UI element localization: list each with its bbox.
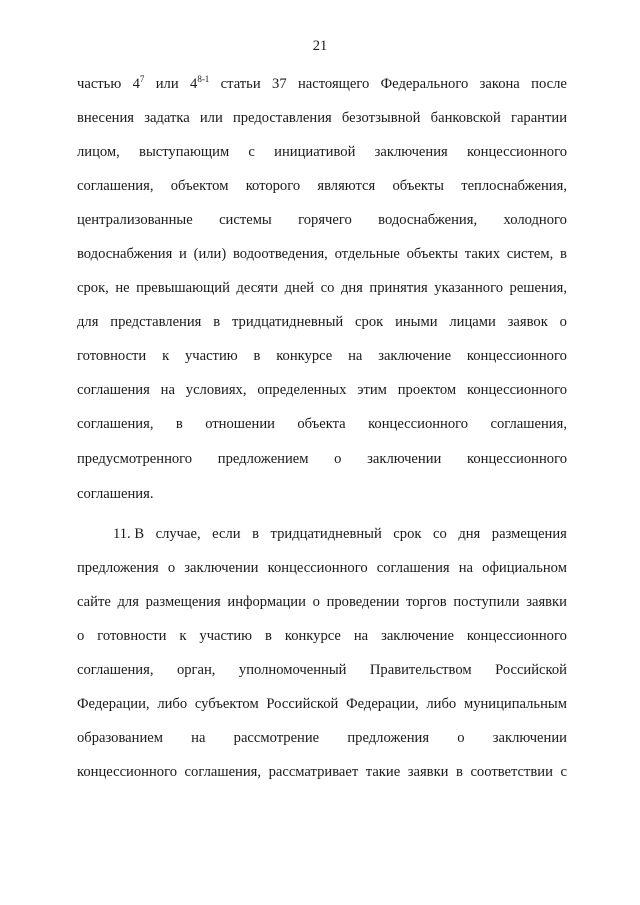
word: гарантии [510, 110, 567, 126]
word: с [248, 144, 255, 160]
word: горячего [298, 212, 352, 228]
text-line [77, 380, 567, 400]
word: тридцатидневный [270, 526, 382, 542]
word: 37 [272, 76, 287, 92]
word: выступающим [139, 144, 230, 160]
word: Российской [266, 696, 339, 712]
word: срок, [77, 280, 109, 296]
word: участию [184, 348, 238, 364]
word: такие [365, 764, 401, 780]
word: лицом, [77, 144, 120, 160]
word: статьи [220, 76, 261, 92]
text-line [77, 728, 567, 748]
word: рассматривает [268, 764, 359, 780]
word: заключения [374, 144, 448, 160]
word: о [559, 314, 567, 330]
word: концессионного [466, 348, 567, 364]
word: образованием [77, 730, 163, 746]
word: заключение [378, 348, 452, 364]
word: отдельные [334, 246, 400, 262]
word: на [160, 382, 175, 398]
word: размещения [491, 526, 567, 542]
text-line [77, 346, 567, 366]
word: превышающий [136, 280, 230, 296]
word: холодного [503, 212, 567, 228]
word: для [117, 594, 139, 610]
word: настоящего [297, 76, 370, 92]
word: на [458, 560, 474, 576]
word: в [175, 416, 183, 432]
word: решения, [509, 280, 567, 296]
word: на [191, 730, 206, 746]
word: рассмотрение [233, 730, 320, 746]
word: предложением [217, 451, 309, 467]
word: (или) [193, 246, 227, 262]
word: в [560, 246, 567, 262]
word: задатка [144, 110, 190, 126]
text-line [77, 414, 567, 434]
word: в [265, 628, 272, 644]
text-line [77, 694, 567, 714]
word: предусмотренного [77, 451, 193, 467]
word: либо [426, 696, 457, 712]
text-line [77, 142, 567, 162]
superscript: 7 [139, 74, 145, 84]
word: конкурсе [276, 348, 333, 364]
word: либо [157, 696, 188, 712]
text-line [77, 558, 567, 578]
word: если [212, 526, 241, 542]
word: дня [458, 526, 481, 542]
word: Федерации, [77, 696, 150, 712]
word: и [179, 246, 187, 262]
word-with-superscript: $4^7$ [132, 74, 145, 92]
word: заключение [381, 628, 454, 644]
word: о [167, 560, 176, 576]
word: со [433, 526, 447, 542]
word: частью [77, 76, 122, 92]
word: в [253, 348, 261, 364]
word: не [115, 280, 130, 296]
word: или [155, 76, 179, 92]
word: официальном [482, 560, 567, 576]
word: внесения [77, 110, 135, 126]
word: соответствии [470, 764, 553, 780]
word: соглашения, [77, 416, 154, 432]
word: 11. В [113, 526, 145, 542]
word: заключении [184, 560, 259, 576]
word-with-superscript: 4$^{8-1}$ [190, 74, 210, 92]
word: заключении [492, 730, 567, 746]
word: торгов [406, 594, 447, 610]
word: представления [110, 314, 202, 330]
word: со [320, 280, 335, 296]
word: этим [357, 382, 387, 398]
word: банковской [430, 110, 501, 126]
word: условиях, [185, 382, 247, 398]
word: тридцатидневный [231, 314, 344, 330]
text-line [77, 592, 567, 612]
word: водоотведения, [232, 246, 328, 262]
word: отношении [205, 416, 275, 432]
word: участию [199, 628, 253, 644]
word: соглашения, [490, 416, 567, 432]
text-line [77, 626, 567, 646]
paragraph-start-line [113, 524, 567, 544]
text-line [77, 244, 567, 264]
word: концессионного [368, 416, 469, 432]
word: водоснабжения [77, 246, 173, 262]
word: таких [464, 246, 501, 262]
word: размещения [145, 594, 221, 610]
word: Российской [495, 662, 567, 678]
word: концессионного [466, 628, 567, 644]
word: предложения [77, 560, 159, 576]
word: заявок [507, 314, 548, 330]
word: орган, [176, 662, 216, 678]
word: объекта [297, 416, 346, 432]
text-line [77, 660, 567, 680]
word: заявки [407, 764, 449, 780]
word: с [560, 764, 567, 780]
word: систем, [506, 246, 554, 262]
word: о [312, 594, 320, 610]
word: заключении [367, 451, 442, 467]
word: в [252, 526, 260, 542]
word: объекты [392, 178, 444, 194]
word: объекты [406, 246, 459, 262]
word: в [456, 764, 463, 780]
word: срок [355, 314, 384, 330]
word: заявки [526, 594, 567, 610]
word: Федерального [380, 76, 469, 92]
word: конкурсе [284, 628, 341, 644]
word: Федерации, [346, 696, 419, 712]
word: концессионного [466, 382, 567, 398]
word: соглашения [376, 560, 450, 576]
word: готовности [77, 348, 147, 364]
word: о [77, 628, 85, 644]
text-line [77, 312, 567, 332]
word: предложения [347, 730, 430, 746]
word: сайте [77, 594, 111, 610]
text-line [77, 449, 567, 469]
word: иными [395, 314, 438, 330]
word: закона [479, 76, 520, 92]
word: соглашения, [77, 662, 154, 678]
page-number: 21 [312, 38, 328, 54]
word: соглашения, [77, 178, 154, 194]
word: готовности [97, 628, 167, 644]
word: уполномоченный [238, 662, 347, 678]
word: соглашения, [184, 764, 262, 780]
word: поступили [453, 594, 520, 610]
word: системы [219, 212, 272, 228]
text-line [77, 484, 567, 504]
word: указанного [434, 280, 503, 296]
word: о [457, 730, 465, 746]
word: являются [317, 178, 376, 194]
word: после [531, 76, 567, 92]
word: субъектом [194, 696, 259, 712]
word: муниципальным [463, 696, 567, 712]
word: предоставления [232, 110, 332, 126]
word: централизованные [77, 212, 193, 228]
word: которого [245, 178, 301, 194]
word: информации [227, 594, 306, 610]
word: безотзывной [341, 110, 421, 126]
word: Правительством [369, 662, 472, 678]
text-line [77, 210, 567, 230]
word: на [353, 628, 369, 644]
word: или [199, 110, 223, 126]
text-line [77, 762, 567, 782]
word: о [334, 451, 342, 467]
word: к [162, 348, 170, 364]
word: инициативой [274, 144, 356, 160]
word: к [179, 628, 187, 644]
word: концессионного [77, 764, 178, 780]
word: концессионного [466, 451, 567, 467]
superscript: 8-1 [197, 74, 210, 84]
text-line [77, 176, 567, 196]
word: срок [393, 526, 422, 542]
word: водоснабжения, [378, 212, 478, 228]
word: проведении [326, 594, 400, 610]
word: лицами [449, 314, 496, 330]
word: на [348, 348, 363, 364]
word: проектом [397, 382, 457, 398]
word: объектом [170, 178, 229, 194]
word: дней [284, 280, 315, 296]
word: определенных [257, 382, 347, 398]
text-line [77, 108, 567, 128]
word: теплоснабжения, [461, 178, 567, 194]
text-line [77, 278, 567, 298]
word: соглашения. [77, 486, 154, 502]
word: дня [340, 280, 363, 296]
word: принятия [369, 280, 428, 296]
word: концессионного [466, 144, 567, 160]
word: в [213, 314, 221, 330]
word: соглашения [77, 382, 150, 398]
word: десяти [236, 280, 279, 296]
word: концессионного [267, 560, 368, 576]
word: для [77, 314, 99, 330]
text-line [77, 74, 567, 94]
word: случае, [155, 526, 201, 542]
